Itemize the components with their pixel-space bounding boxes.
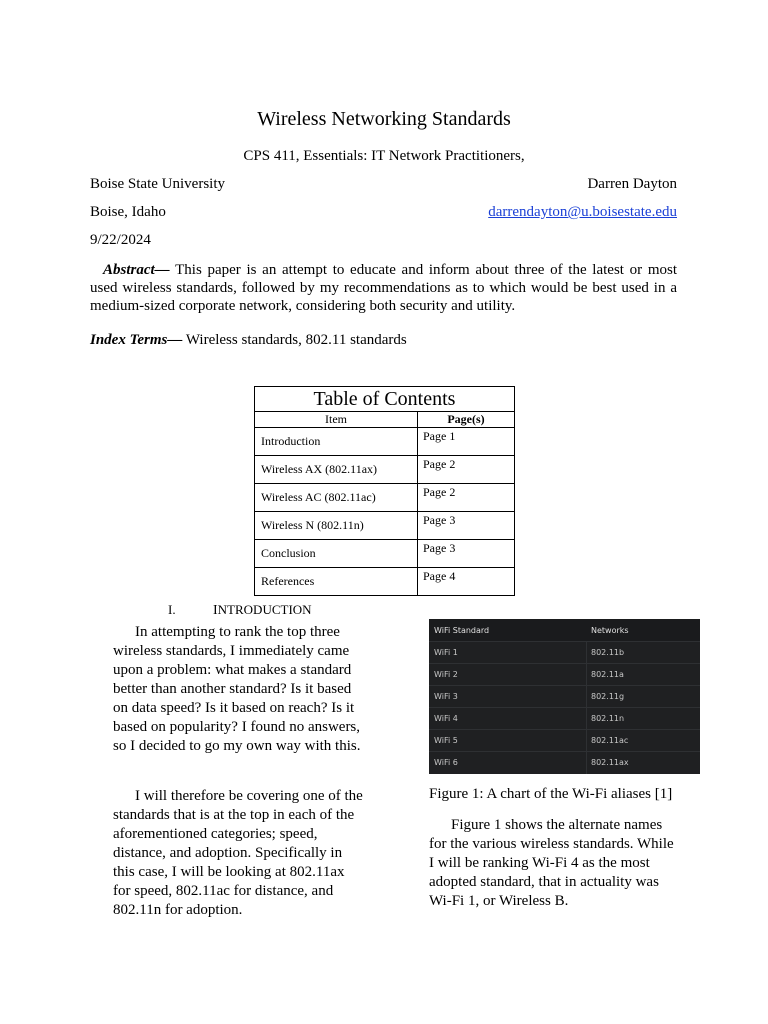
toc-page: Page 2 [418, 484, 515, 512]
table-row [255, 484, 515, 512]
chart-standard: WiFi 5 [434, 736, 458, 745]
table-row [429, 641, 700, 664]
chart-standard: WiFi 6 [434, 758, 458, 767]
table-row [429, 663, 700, 686]
table-row [429, 751, 700, 773]
paper-title: Wireless Networking Standards [257, 108, 511, 130]
table-of-contents [254, 386, 515, 596]
chart-network: 802.11ax [591, 758, 629, 767]
intro-paragraph-1 [113, 623, 363, 756]
chart-standard: WiFi 3 [434, 692, 458, 701]
toc-item: Conclusion [255, 540, 418, 568]
section-heading-introduction [168, 602, 312, 619]
author-location: Boise, Idaho [90, 204, 166, 220]
table-row [255, 428, 515, 456]
table-row [429, 729, 700, 752]
table-row [255, 512, 515, 540]
section-heading-initial: I [213, 603, 218, 618]
chart-network: 802.11b [591, 648, 625, 657]
abstract [90, 261, 677, 315]
chart-network: 802.11ac [591, 736, 629, 745]
intro-paragraph-2 [113, 787, 363, 920]
toc-title: Table of Contents [255, 387, 515, 412]
abstract-text: This paper is an attempt to educate and inform about three of the latest or most used wireless standards, followed by my recommendations as to which would be best used in a medium-sized corporate network, considering both security and utility. [90, 262, 677, 314]
paper-date: 9/22/2024 [90, 232, 151, 248]
toc-page: Page 4 [418, 568, 515, 596]
toc-item: Wireless N (802.11n) [255, 512, 418, 540]
index-terms-label: Index Terms— [90, 332, 183, 348]
index-terms-text: Wireless standards, 802.11 standards [182, 332, 407, 348]
chart-standard: WiFi 2 [434, 670, 458, 679]
chart-col-standard: WiFi Standard [434, 626, 490, 635]
author-university: Boise State University [90, 176, 225, 192]
chart-standard: WiFi 4 [434, 714, 458, 723]
toc-item: Wireless AC (802.11ac) [255, 484, 418, 512]
toc-item: Wireless AX (802.11ax) [255, 456, 418, 484]
author-name: Darren Dayton [587, 176, 677, 192]
toc-page: Page 2 [418, 456, 515, 484]
section-number: I. [168, 602, 176, 617]
toc-col-item: Item [255, 412, 418, 428]
intro-paragraph-2-text: I will therefore be covering one of the standards that is at the top in each of the aforementioned categories; speed, distance, and adoption. Specifically in this case, I will be looking at 802.11ax for speed, 802.11ac for distance, and 802.11n for adoption. [113, 788, 363, 918]
toc-page: Page 3 [418, 540, 515, 568]
index-terms [90, 332, 407, 349]
table-row [255, 568, 515, 596]
table-row [429, 707, 700, 730]
chart-network: 802.11g [591, 692, 625, 701]
table-row [255, 456, 515, 484]
figure-1-wifi-alias-chart [429, 619, 700, 774]
chart-network: 802.11a [591, 670, 624, 679]
chart-network: 802.11n [591, 714, 625, 723]
figure-1-discussion-text: Figure 1 shows the alternate names for the various wireless standards. While I will be ranking Wi-Fi 4 as the most adopted standard, that in actuality was Wi-Fi 1, or Wireless B. [429, 817, 674, 909]
toc-page: Page 3 [418, 512, 515, 540]
chart-standard: WiFi 1 [434, 648, 458, 657]
chart-header-row [429, 619, 700, 642]
toc-item: Introduction [255, 428, 418, 456]
toc-page: Page 1 [418, 428, 515, 456]
figure-1-caption: Figure 1: A chart of the Wi-Fi aliases [1] [429, 786, 673, 802]
section-heading-rest: NTRODUCTION [217, 602, 312, 617]
table-row [255, 540, 515, 568]
course-line: CPS 411, Essentials: IT Network Practitioners, [243, 148, 525, 164]
abstract-label: Abstract— [103, 262, 170, 278]
intro-paragraph-1-text: In attempting to rank the top three wireless standards, I immediately came upon a problem: what makes a standard better than another standard? Is it based on data speed? Is it based on reach? Is it based on popularity? I found no answers, so I decided to go my own way with this. [113, 624, 361, 754]
toc-item: References [255, 568, 418, 596]
table-row [429, 685, 700, 708]
author-email-link[interactable]: darrendayton@u.boisestate.edu [488, 204, 677, 220]
toc-col-pages: Page(s) [418, 412, 515, 428]
figure-1-discussion [429, 816, 679, 911]
chart-col-networks: Networks [591, 626, 629, 635]
